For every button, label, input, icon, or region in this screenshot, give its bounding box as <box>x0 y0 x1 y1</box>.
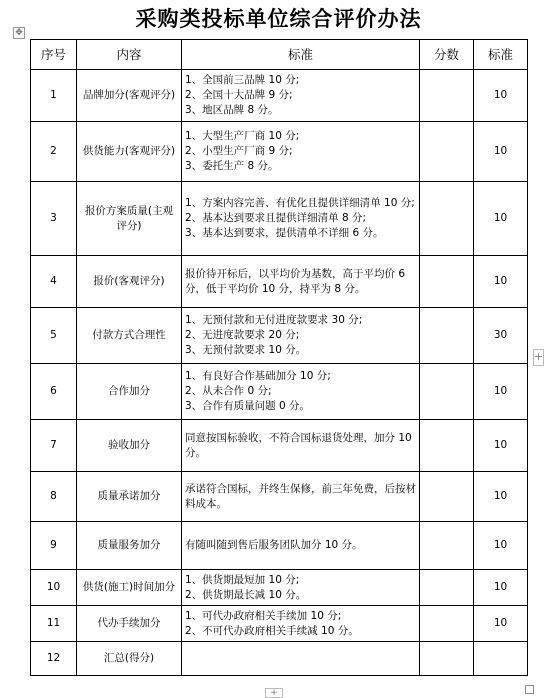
row-no: 5 <box>31 308 77 364</box>
row-content: 验收加分 <box>77 420 182 472</box>
row-score[interactable] <box>420 122 474 182</box>
table-row <box>31 570 528 606</box>
row-standard: 1、可代办政府相关手续加 10 分; 2、不可代办政府相关手续减 10 分。 <box>182 606 420 642</box>
row-no: 11 <box>31 606 77 642</box>
table-row <box>31 70 528 122</box>
row-max-score: 10 <box>474 364 528 420</box>
row-standard: 1、全国前三品牌 10 分; 2、全国十大品牌 9 分; 3、地区品牌 8 分。 <box>182 70 420 122</box>
row-max-score: 10 <box>474 570 528 606</box>
row-standard: 1、方案内容完善、有优化且提供详细清单 10 分; 2、基本达到要求且提供详细清单 8 分; 3、基本达到要求，提供清单不详细 6 分。 <box>182 182 420 256</box>
row-no: 4 <box>31 256 77 308</box>
row-score[interactable] <box>420 472 474 522</box>
header-no: 序号 <box>31 40 77 70</box>
header-max-score: 标准 <box>474 40 528 70</box>
row-score[interactable] <box>420 606 474 642</box>
row-no: 7 <box>31 420 77 472</box>
row-score[interactable] <box>420 570 474 606</box>
row-standard: 1、供货期最短加 10 分; 2、供货期最长减 10 分。 <box>182 570 420 606</box>
row-content: 汇总(得分) <box>77 642 182 676</box>
document-title: 采购类投标单位综合评价办法 <box>135 6 422 31</box>
row-score[interactable] <box>420 308 474 364</box>
row-standard: 1、有良好合作基础加分 10 分; 2、从未合作 0 分; 3、合作有质量问题 0 分。 <box>182 364 420 420</box>
row-score[interactable] <box>420 364 474 420</box>
row-max-score: 10 <box>474 606 528 642</box>
table-row <box>31 420 528 472</box>
row-max-score: 10 <box>474 122 528 182</box>
add-row-plus-icon[interactable]: + <box>265 688 283 698</box>
row-score[interactable] <box>420 182 474 256</box>
table-row <box>31 522 528 570</box>
row-standard: 同意按国标验收，不符合国标退货处理，加分 10 分。 <box>182 420 420 472</box>
row-max-score: 10 <box>474 472 528 522</box>
row-max-score: 10 <box>474 522 528 570</box>
row-no: 10 <box>31 570 77 606</box>
row-no: 12 <box>31 642 77 676</box>
header-score: 分数 <box>420 40 474 70</box>
table-row <box>31 364 528 420</box>
row-standard[interactable] <box>182 642 420 676</box>
row-content: 质量承诺加分 <box>77 472 182 522</box>
row-max-score: 30 <box>474 308 528 364</box>
evaluation-table <box>30 39 528 676</box>
row-standard: 1、无预付款和无付进度款要求 30 分; 2、无进度款要求 20 分; 3、无预付款要求 10 分。 <box>182 308 420 364</box>
row-content: 付款方式合理性 <box>77 308 182 364</box>
header-content: 内容 <box>77 40 182 70</box>
row-content: 代办手续加分 <box>77 606 182 642</box>
row-content: 供货(施工)时间加分 <box>77 570 182 606</box>
row-no: 2 <box>31 122 77 182</box>
header-standard: 标准 <box>182 40 420 70</box>
table-row <box>31 606 528 642</box>
row-score[interactable] <box>420 420 474 472</box>
row-score[interactable] <box>420 256 474 308</box>
row-score[interactable] <box>420 642 474 676</box>
row-standard: 有随叫随到售后服务团队加分 10 分。 <box>182 522 420 570</box>
row-max-score: 10 <box>474 256 528 308</box>
row-content: 供货能力(客观评分) <box>77 122 182 182</box>
table-row <box>31 256 528 308</box>
table-resize-handle-icon[interactable] <box>525 685 534 694</box>
table-row <box>31 308 528 364</box>
row-max-score: 10 <box>474 420 528 472</box>
row-score[interactable] <box>420 522 474 570</box>
row-content: 质量服务加分 <box>77 522 182 570</box>
add-column-plus-icon[interactable]: + <box>533 349 544 366</box>
row-content: 合作加分 <box>77 364 182 420</box>
table-row <box>31 472 528 522</box>
row-standard: 承诺符合国标，并终生保修，前三年免费，后按材料成本。 <box>182 472 420 522</box>
row-content: 品牌加分(客观评分) <box>77 70 182 122</box>
table-header-row <box>31 40 528 70</box>
row-no: 8 <box>31 472 77 522</box>
table-row <box>31 642 528 676</box>
table-row <box>31 182 528 256</box>
row-max-score: 10 <box>474 182 528 256</box>
row-score[interactable] <box>420 70 474 122</box>
row-no: 6 <box>31 364 77 420</box>
row-standard: 1、大型生产厂商 10 分; 2、小型生产厂商 9 分; 3、委托生产 8 分。 <box>182 122 420 182</box>
row-standard: 报价待开标后，以平均价为基数，高于平均价 6 分，低于平均价 10 分，持平为 8 分。 <box>182 256 420 308</box>
row-no: 9 <box>31 522 77 570</box>
row-content: 报价(客观评分) <box>77 256 182 308</box>
table-row <box>31 122 528 182</box>
row-content: 报价方案质量(主观评分) <box>77 182 182 256</box>
row-no: 3 <box>31 182 77 256</box>
row-no: 1 <box>31 70 77 122</box>
table-move-handle-icon[interactable]: ✥ <box>13 27 25 39</box>
row-max-score: 10 <box>474 70 528 122</box>
row-max-score <box>474 642 528 676</box>
